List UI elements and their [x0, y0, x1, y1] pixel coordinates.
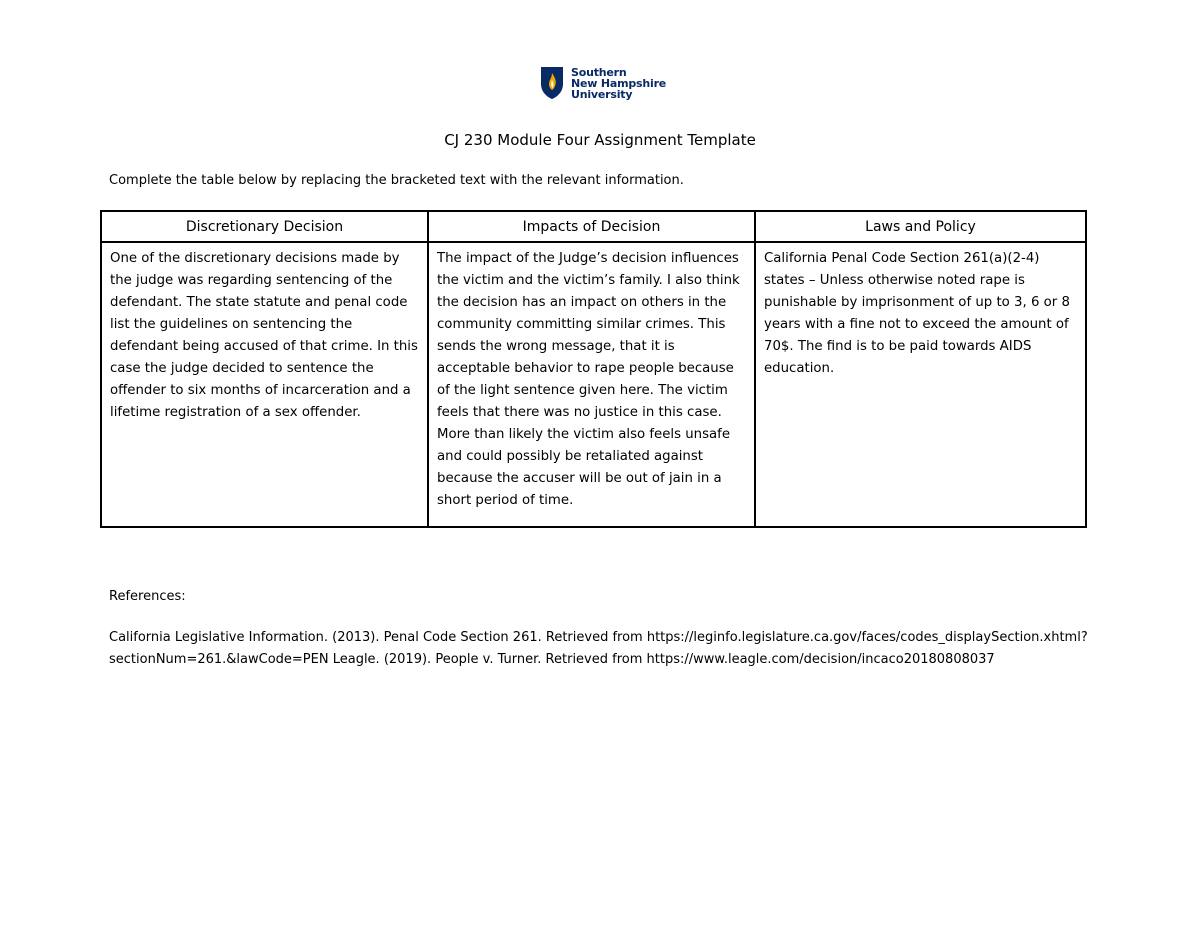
- cell-laws-and-policy[interactable]: California Penal Code Section 261(a)(2-4) states – Unless otherwise noted rape is punishable by imprisonment of up to 3, 6 or 8 years with a fine not to exceed the amount of 70$. The find is to be paid towards AIDS education.: [755, 242, 1086, 527]
- header-laws-and-policy: Laws and Policy: [755, 211, 1086, 242]
- references-text: California Legislative Information. (2013). Penal Code Section 261. Retrieved from https://leginfo.legislature.ca.gov/faces/codes_displaySection.xhtml?sectionNum=261.&lawCode=PEN Leagle. (2019). People v. Turner. Retrieved from https://www.leagle.com/decision/incaco20180808037: [109, 630, 1088, 667]
- cell-impacts-of-decision[interactable]: The impact of the Judge’s decision influences the victim and the victim’s family. I also think the decision has an impact on others in the community committing similar crimes. This sends the wrong message, that it is acceptable behavior to rape people because of the light sentence given here. The victim feels that there was no justice in this case. More than likely the victim also feels unsafe and could possibly be retaliated against because the accuser will be out of jain in a short period of time.: [428, 242, 755, 527]
- logo-line-3: University: [571, 87, 633, 101]
- logo-line-2: New Hampshire: [571, 76, 667, 90]
- header-impacts-of-decision: Impacts of Decision: [428, 211, 755, 242]
- snhu-logo: [540, 66, 666, 100]
- assignment-table: [100, 210, 1087, 528]
- table-header-row: [101, 211, 1086, 242]
- table-row: [101, 242, 1086, 527]
- references-heading: References:: [109, 589, 186, 604]
- logo-wordmark: [571, 67, 666, 100]
- logo-line-1: Southern: [571, 65, 627, 79]
- cell-discretionary-decision[interactable]: One of the discretionary decisions made by the judge was regarding sentencing of the defendant. The state statute and penal code list the guidelines on sentencing the defendant being accused of that crime. In this case the judge decided to sentence the offender to six months of incarceration and a lifetime registration of a sex offender.: [101, 242, 428, 527]
- flame-shield-icon: [540, 66, 564, 100]
- instructions-text: Complete the table below by replacing the bracketed text with the relevant information.: [109, 173, 684, 188]
- header-discretionary-decision: Discretionary Decision: [101, 211, 428, 242]
- document-title: CJ 230 Module Four Assignment Template: [444, 131, 756, 149]
